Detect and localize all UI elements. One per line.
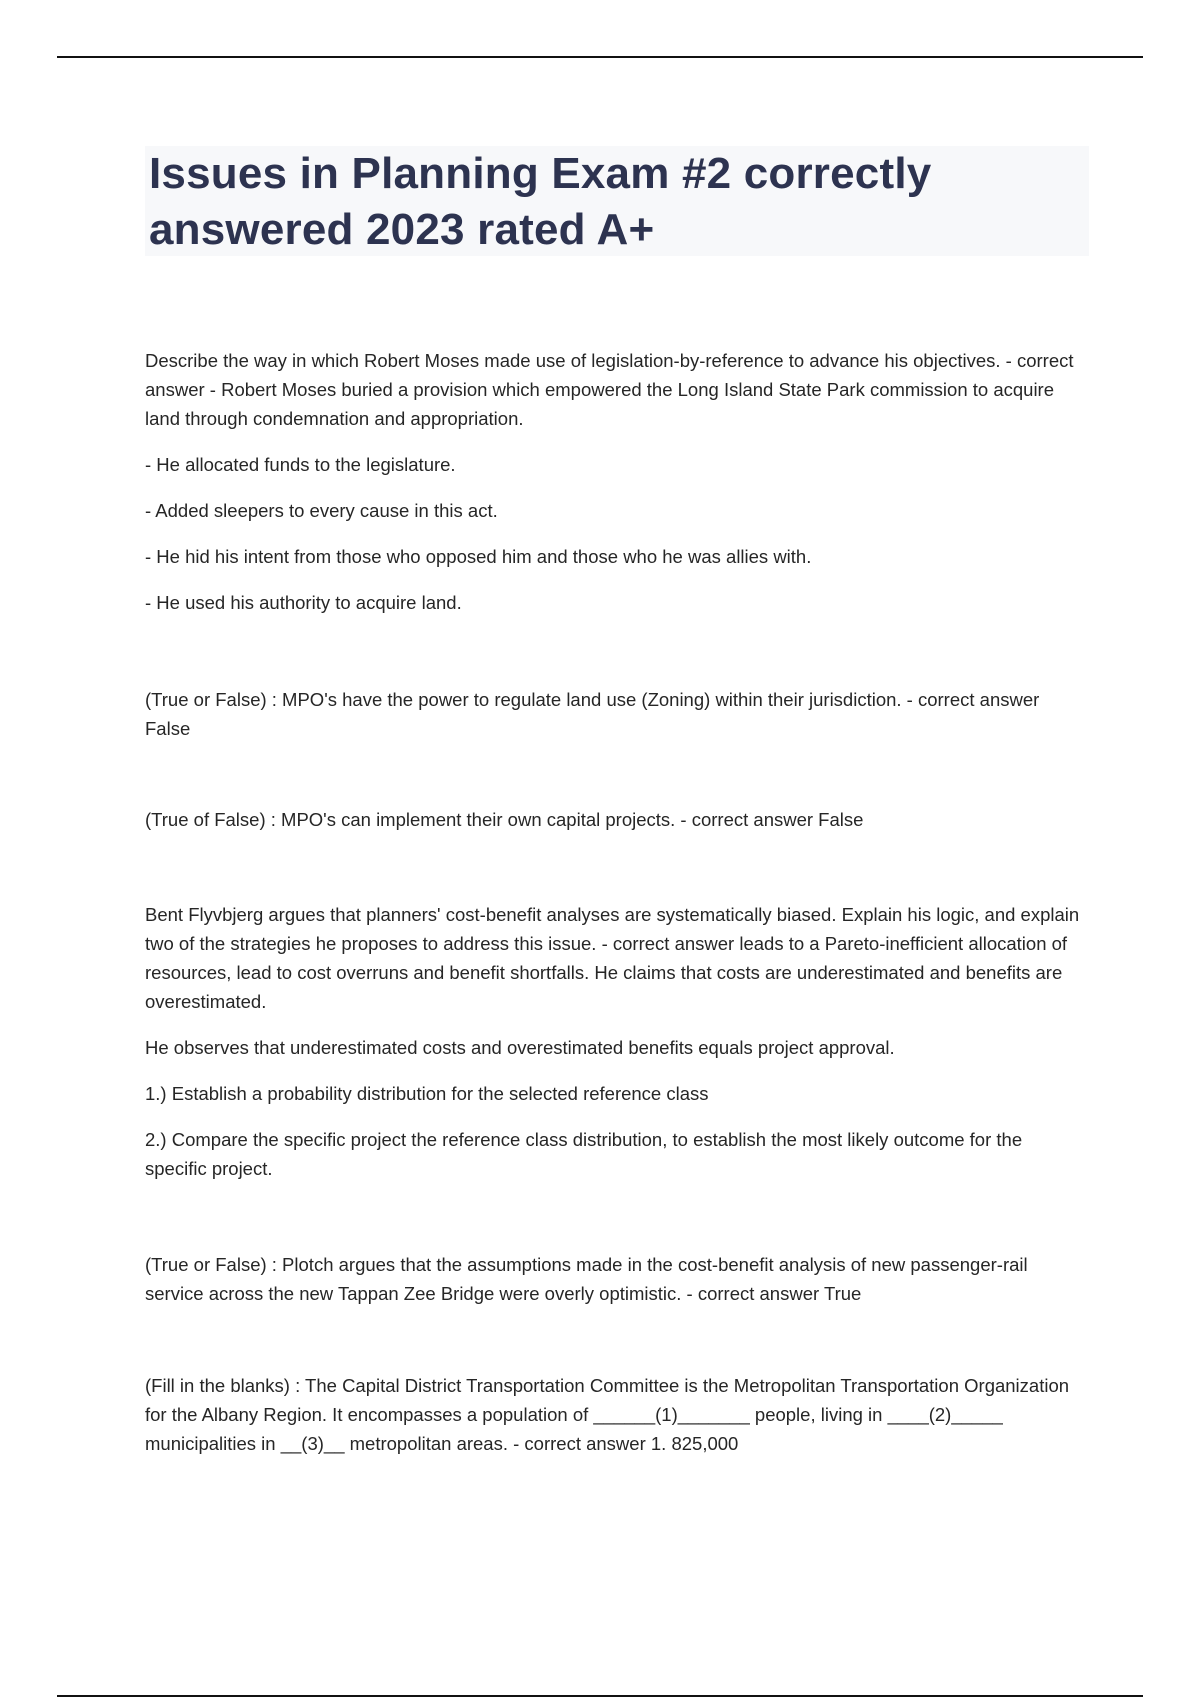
qa-paragraph: - He hid his intent from those who opposed him and those who he was allies with. <box>145 546 812 567</box>
qa-item-4 <box>145 900 1085 1183</box>
qa-paragraph: Bent Flyvbjerg argues that planners' cost-benefit analyses are systematically biased. Explain his logic, and explain two of the strategies he proposes to address this issue. - correct answer leads to a Pareto-inefficient allocation of resources, lead to cost overruns and benefit shortfalls. He claims that costs are underestimated and benefits are overestimated. <box>145 904 1080 1012</box>
title-block <box>145 146 1089 256</box>
qa-paragraph: 1.) Establish a probability distribution for the selected reference class <box>145 1083 709 1104</box>
qa-paragraph: (True of False) : MPO's can implement their own capital projects. - correct answer False <box>145 809 864 830</box>
qa-paragraph: (Fill in the blanks) : The Capital District Transportation Committee is the Metropolitan Transportation Organization for the Albany Region. It encompasses a population of ______(1)_______ people, living in ____(2)_____ municipalities in __(3)__ metropolitan areas. - correct answer 1. 825,000 <box>145 1375 1070 1454</box>
qa-paragraph: - He allocated funds to the legislature. <box>145 454 456 475</box>
qa-paragraph: - He used his authority to acquire land. <box>145 592 462 613</box>
qa-paragraph: (True or False) : MPO's have the power to regulate land use (Zoning) within their jurisdiction. - correct answer False <box>145 689 1040 739</box>
qa-paragraph: He observes that underestimated costs and overestimated benefits equals project approval. <box>145 1037 895 1058</box>
qa-paragraph: 2.) Compare the specific project the reference class distribution, to establish the most likely outcome for the specific project. <box>145 1129 1023 1179</box>
qa-item-5 <box>145 1250 1085 1308</box>
qa-item-2 <box>145 685 1085 743</box>
qa-item-3 <box>145 805 1085 834</box>
qa-paragraph: Describe the way in which Robert Moses made use of legislation-by-reference to advance his objectives. - correct answer - Robert Moses buried a provision which empowered the Long Island State Park commission to acquire land through condemnation and appropriation. <box>145 350 1074 429</box>
qa-item-6 <box>145 1371 1085 1458</box>
qa-item-1 <box>145 346 1085 617</box>
qa-paragraph: - Added sleepers to every cause in this act. <box>145 500 498 521</box>
qa-paragraph: (True or False) : Plotch argues that the assumptions made in the cost-benefit analysis of new passenger-rail service across the new Tappan Zee Bridge were overly optimistic. - correct answer True <box>145 1254 1028 1304</box>
document-title: Issues in Planning Exam #2 correctly answered 2023 rated A+ <box>149 149 932 254</box>
top-rule <box>57 56 1143 58</box>
document-body <box>145 346 1085 1458</box>
bottom-rule <box>57 1695 1143 1697</box>
